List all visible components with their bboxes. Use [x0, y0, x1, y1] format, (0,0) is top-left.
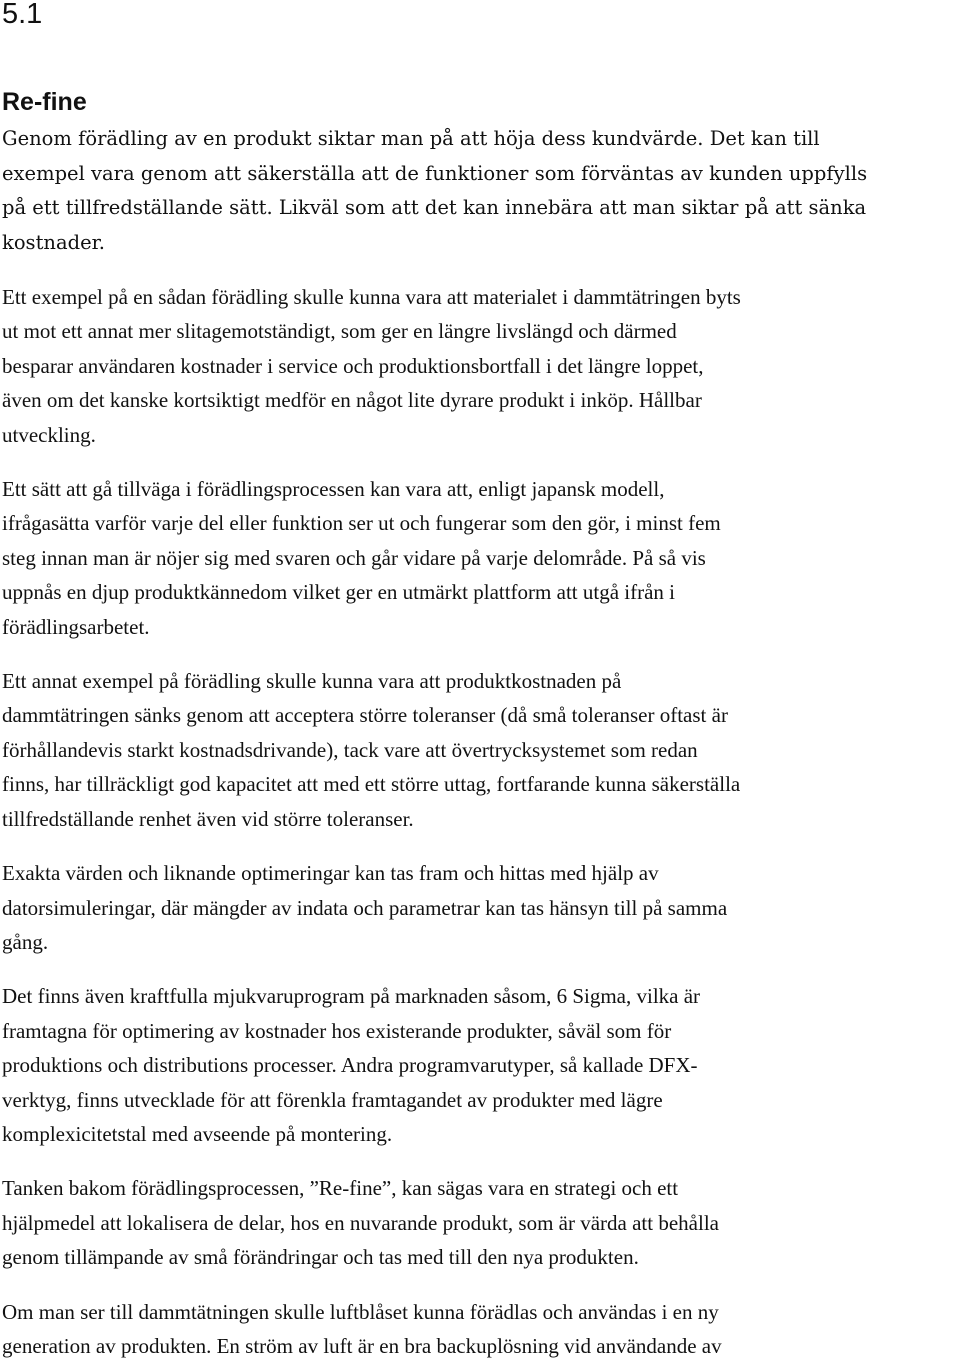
paragraph-dust-seal-material — [2, 280, 957, 452]
paragraph-line: Om man ser till dammtätningen skulle luftblåset kunna förädlas och användas i en ny — [2, 1299, 719, 1324]
paragraph-line: Det finns även kraftfulla mjukvaruprogram på marknaden såsom, 6 Sigma, vilka är — [2, 984, 701, 1009]
paragraph-line: Exakta värden och liknande optimeringar kan tas fram och hittas med hjälp av — [2, 861, 659, 886]
paragraph-line: ifrågasätta varför varje del eller funktion ser ut och fungerar som den gör, i minst fem — [2, 511, 721, 536]
paragraph-line: besparar användaren kostnader i service och produktionsbortfall i det längre loppet, — [2, 353, 704, 378]
paragraph-line: produktions och distributions processer. Andra programvarutyper, så kallade DFX- — [2, 1053, 698, 1078]
intro-line: kostnader. — [2, 230, 105, 254]
paragraph-line: komplexicitetstal med avseende på montering. — [2, 1121, 393, 1146]
section-heading: Re-fine — [2, 88, 87, 116]
paragraph-line: finns, har tillräckligt god kapacitet att med ett större uttag, fortfarande kunna säkerställa — [2, 772, 741, 797]
paragraph-line: tillfredställande renhet även vid större toleranser. — [2, 806, 414, 831]
paragraph-line: utveckling. — [2, 422, 96, 447]
paragraph-air-blast — [2, 1295, 957, 1364]
intro-line: på ett tillfredställande sätt. Likväl som att det kan innebära att man siktar på att sänka — [2, 196, 867, 219]
paragraph-line: Ett sätt att gå tillväga i förädlingsprocessen kan vara att, enligt japansk modell, — [2, 477, 665, 502]
intro-line: Genom förädling av en produkt siktar man på att höja dess kundvärde. Det kan till — [2, 127, 820, 150]
paragraph-line: förädlingsarbetet. — [2, 614, 150, 639]
paragraph-tolerances — [2, 664, 957, 836]
paragraph-japanese-model — [2, 472, 957, 644]
paragraph-line: dammtätringen sänks genom att acceptera större toleranser (då små toleranser oftast är — [2, 703, 728, 728]
paragraph-line: Ett exempel på en sådan förädling skulle kunna vara att materialet i dammtätringen byts — [2, 285, 741, 309]
paragraph-software — [2, 979, 957, 1151]
intro-paragraph — [2, 122, 952, 260]
paragraph-line: Ett annat exempel på förädling skulle kunna vara att produktkostnaden på — [2, 669, 622, 694]
paragraph-line: hjälpmedel att lokalisera de delar, hos en nuvarande produkt, som är värda att behålla — [2, 1210, 719, 1235]
paragraph-line: förhållandevis starkt kostnadsdrivande), tack vare att övertrycksystemet som redan — [2, 737, 698, 762]
paragraph-line: Tanken bakom förädlingsprocessen, ”Re-fine”, kan sägas vara en strategi och ett — [2, 1176, 679, 1201]
paragraph-line: generation av produkten. En ström av luft är en bra backuplösning vid användande av — [2, 1333, 722, 1358]
paragraph-line: uppnås en djup produktkännedom vilket ger en utmärkt plattform att utgå ifrån i — [2, 580, 675, 605]
paragraph-line: framtagna för optimering av kostnader hos existerande produkter, såväl som för — [2, 1018, 672, 1043]
paragraph-line: genom tillämpande av små förändringar och tas med till den nya produkten. — [2, 1245, 639, 1270]
paragraph-line: datorsimuleringar, där mängder av indata och parametrar kan tas hänsyn till på samma — [2, 895, 728, 920]
paragraph-line: gång. — [2, 929, 49, 954]
section-number: 5.1 — [2, 0, 43, 30]
paragraph-line: verktyg, finns utvecklade för att förenkla framtagandet av produkter med lägre — [2, 1087, 663, 1112]
paragraph-line: även om det kanske kortsiktigt medför en något lite dyrare produkt i inköp. Hållbar — [2, 388, 702, 413]
paragraph-line: steg innan man är nöjer sig med svaren och går vidare på varje delområde. På så vis — [2, 545, 706, 570]
paragraph-refine-concept — [2, 1171, 957, 1274]
paragraph-simulations — [2, 856, 957, 959]
body-text — [2, 280, 957, 1366]
intro-line: exempel vara genom att säkerställa att de funktioner som förväntas av kunden uppfylls — [2, 161, 868, 185]
paragraph-line: ut mot ett annat mer slitagemotständigt, som ger en längre livslängd och därmed — [2, 319, 677, 344]
